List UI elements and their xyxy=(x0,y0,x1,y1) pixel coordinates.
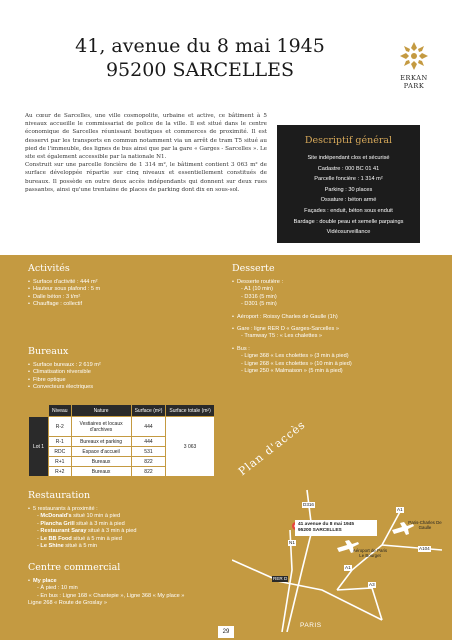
list-item: • Surface d'activité : 444 m² xyxy=(28,279,218,286)
spec-line: Ossature : béton armé xyxy=(320,197,377,204)
map-roads xyxy=(232,490,442,632)
niveau-cell: R+2 xyxy=(49,467,72,477)
road-label: A3 xyxy=(369,582,375,587)
nature-cell: Bureaux xyxy=(71,457,131,467)
list-item: • Dalle béton : 3 t/m² xyxy=(28,294,218,301)
table-header: Surface (m²) xyxy=(131,405,166,417)
intro-text xyxy=(25,112,267,194)
road-item: - D316 (5 min) xyxy=(241,293,277,300)
nature-cell: Bureaux et parking xyxy=(71,437,131,447)
centre-commercial-heading: Centre commercial xyxy=(28,562,121,573)
surface-table xyxy=(28,404,215,477)
lot-cell: Lot 1 xyxy=(29,417,49,477)
niveau-cell: R-2 xyxy=(49,417,72,437)
table-header-row xyxy=(29,405,215,417)
table-header: Nature xyxy=(71,405,131,417)
list-item: • Convecteurs électriques xyxy=(28,384,218,391)
list-item: • Bus : xyxy=(232,346,432,353)
surface-cell: 444 xyxy=(131,437,166,447)
activites-heading: Activités xyxy=(28,263,70,274)
restaurant-item: - McDonald's situé 10 min à pied xyxy=(37,513,121,520)
page-header xyxy=(0,0,452,105)
nature-cell: Espace d'accueil xyxy=(71,447,131,457)
desserte-list xyxy=(232,279,432,375)
road-label: N1 xyxy=(289,540,295,545)
road-label: A1 xyxy=(345,565,351,570)
mall-line: - En bus : Ligne 168 « Chantepie », Ligne 368 « My place » xyxy=(37,592,185,599)
table-header: Niveau xyxy=(49,405,72,417)
list-item: • Chauffage : collectif xyxy=(28,301,218,308)
table-corner xyxy=(29,405,49,417)
restaurant-item: - Le BB Food situé à 5 min à pied xyxy=(37,535,122,542)
spec-title: Descriptif général xyxy=(304,135,393,146)
restaurant-detail: situé à 3 min à pied xyxy=(86,528,137,535)
road-a3 xyxy=(337,588,382,620)
plan-acces-title: Plan d'accès xyxy=(236,418,308,479)
centre-commercial-list xyxy=(28,578,228,608)
road-label: RER D xyxy=(273,576,288,581)
mall-name: My place xyxy=(33,578,57,584)
niveau-cell: R-1 xyxy=(49,437,72,447)
address-title xyxy=(40,34,360,82)
bus-item: - Ligne 268 « Les cholettes » (10 min à pied) xyxy=(241,360,352,367)
list-item: • Aéroport : Roissy Charles de Gaulle (1h) xyxy=(232,314,432,321)
list-item: • Desserte routière : xyxy=(232,279,432,286)
road-west xyxy=(232,560,277,580)
surface-cell: 822 xyxy=(131,457,166,467)
nature-cell: Vestiaires et locaux d'archives xyxy=(71,417,131,437)
restaurant-item: - Restaurant Saray situé à 3 min à pied xyxy=(37,528,137,535)
activites-list xyxy=(28,279,218,309)
general-description-box xyxy=(277,125,420,243)
restaurant-name: McDonald's xyxy=(40,513,72,520)
list-item: • 5 restaurants à proximité : xyxy=(28,506,218,513)
bus-item: - Ligne 368 « Les cholettes » (3 min à pied) xyxy=(241,353,349,360)
restaurant-detail: situé à 3 min à pied xyxy=(74,520,125,527)
page-number: 29 xyxy=(218,626,234,638)
restaurant-item: - Plancha Grill situé à 3 min à pied xyxy=(37,520,125,527)
road-label: D316 xyxy=(303,502,314,507)
spec-line: Bardage : double peau et semelle parpaings xyxy=(293,218,404,225)
restaurant-detail: situé 10 min à pied xyxy=(71,513,121,520)
road-a104 xyxy=(382,545,442,550)
restaurant-name: Restaurant Saray xyxy=(40,528,87,535)
nature-cell: Bureaux xyxy=(71,467,131,477)
le-bourget-label: Aéroport de Paris Le Bourget xyxy=(352,548,388,559)
list-item: • Climatisation réversible xyxy=(28,369,218,376)
restaurant-name: Le BB Food xyxy=(40,535,72,542)
spec-line: Parcelle foncière : 1 314 m² xyxy=(314,176,383,183)
niveau-cell: RDC xyxy=(49,447,72,457)
address-line-2: 95200 SARCELLES xyxy=(105,59,295,81)
niveau-cell: R+1 xyxy=(49,457,72,467)
erkan-park-logo xyxy=(390,40,438,90)
mall-line: - À pied : 10 min xyxy=(37,585,78,592)
intro-paragraph-1: Au cœur de Sarcelles, une ville cosmopolite, urbaine et active, ce bâtiment à 5 niveaux accueille le commissariat de police de la ville. Il est situé dans le centre économique de Sarcelles réunissant boutiques et commerces de proximité. Il est desservi par les transports en commun notamment via un arrêt de tram T5 situé au pied de l'immeuble, des lignes de bus ainsi que par la gare « Garges - Sarcelles ». Le site est également accessible par la nationale N1. xyxy=(25,113,267,161)
tram-item: - Tramway T5 : « Les chalettes » xyxy=(241,333,323,340)
logo-text: ERKAN PARK xyxy=(400,74,428,90)
table-row xyxy=(29,417,215,437)
road-label: A104 xyxy=(419,546,430,551)
spec-line: Vidéosurveillance xyxy=(326,229,371,236)
bureaux-list xyxy=(28,362,218,392)
desserte-heading: Desserte xyxy=(232,263,275,274)
spec-line: Façades : enduit, béton sous enduit xyxy=(304,207,393,214)
spec-line: Parking : 30 places xyxy=(324,186,373,193)
callout-line-1: 41 avenue du 8 mai 1945 xyxy=(298,522,354,527)
spec-line: Cadastre : 000 BC 01 41 xyxy=(317,165,380,172)
bureaux-heading: Bureaux xyxy=(28,346,69,357)
bus-item: - Ligne 250 « Malmaison » (5 min à pied) xyxy=(241,368,343,375)
total-cell: 3 063 xyxy=(166,417,214,477)
paris-label: PARIS xyxy=(300,622,322,629)
road-item: - D301 (5 min) xyxy=(241,301,277,308)
road-a1-south xyxy=(272,580,382,620)
restaurant-name: Plancha Grill xyxy=(40,520,75,527)
surface-cell: 822 xyxy=(131,467,166,477)
list-item: • Gare : ligne RER D « Garges-Sarcelles » xyxy=(232,326,432,333)
address-line-1: 41, avenue du 8 mai 1945 xyxy=(75,35,325,57)
logo-emblem-icon xyxy=(397,40,431,72)
list-item: • Fibre optique xyxy=(28,377,218,384)
intro-paragraph-2: Construit sur une parcelle foncière de 1 314 m², le bâtiment contient 3 063 m² de surface développée répartie sur cinq niveaux et essentiellement constitués de bureaux. Il possède en outre deux accès indépendants qui donnent sur deux rues passantes, ainsi qu'une trentaine de places de parking dont dix en sous-sol. xyxy=(25,162,267,193)
cdg-label: Paris-Charles De Gaulle xyxy=(408,520,442,531)
address-callout xyxy=(295,520,377,536)
access-map xyxy=(232,470,442,632)
table-header: Surface totale (m²) xyxy=(166,405,214,417)
restauration-heading: Restauration xyxy=(28,490,91,501)
list-item: • Surface bureaux : 2 619 m² xyxy=(28,362,218,369)
list-item xyxy=(28,578,228,585)
restaurant-detail: situé à 5 min xyxy=(63,543,98,550)
road-item: - A1 (10 min) xyxy=(241,286,274,293)
restaurant-name: Le Shine xyxy=(40,543,64,550)
surface-cell: 531 xyxy=(131,447,166,457)
list-item: • Hauteur sous plafond : 5 m xyxy=(28,286,218,293)
callout-line-2: 95200 SARCELLES xyxy=(298,528,342,533)
spec-line: Site indépendant clos et sécurisé xyxy=(307,155,390,161)
road-label: A1 xyxy=(397,507,403,512)
surface-cell: 444 xyxy=(131,417,166,437)
restaurant-item: - Le Shine situé à 5 min xyxy=(37,543,98,550)
mall-line: Ligne 268 « Route de Groslay » xyxy=(28,600,107,607)
restaurant-detail: situé à 5 min à pied xyxy=(71,535,122,542)
restauration-list xyxy=(28,506,218,550)
